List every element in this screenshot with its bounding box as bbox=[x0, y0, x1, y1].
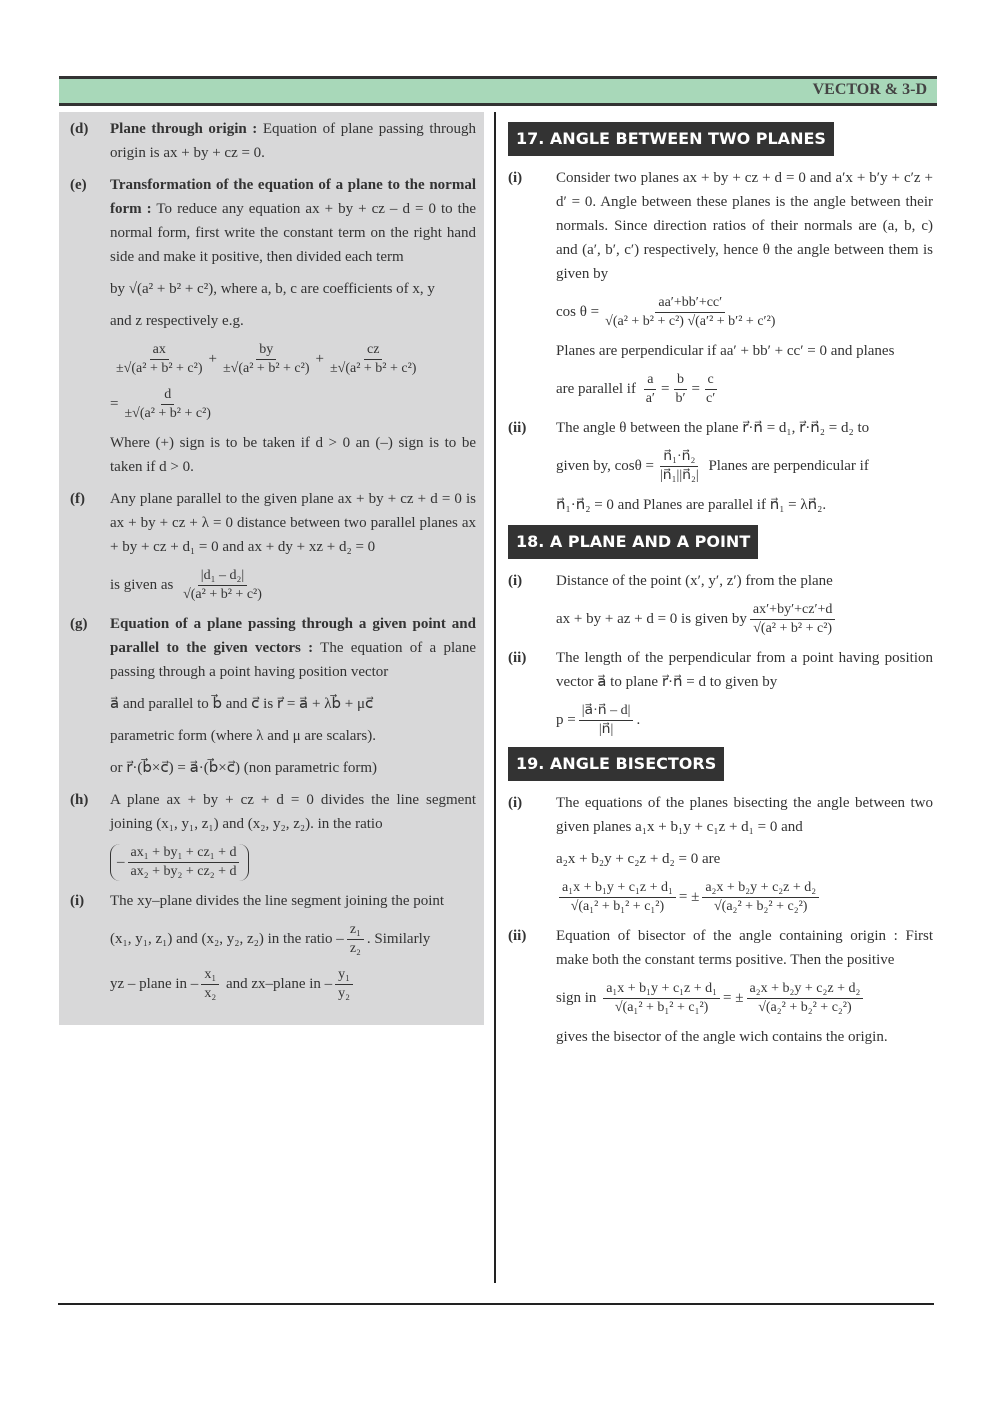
distance-formula bbox=[110, 567, 476, 604]
op: + bbox=[208, 350, 217, 367]
cos-vector-formula bbox=[556, 448, 933, 485]
parentheses bbox=[110, 844, 249, 881]
column-divider bbox=[494, 112, 496, 1283]
num: ax₁ + by₁ + cz₁ + d bbox=[128, 844, 240, 863]
item-text: The equations of the planes bisecting the angle between two given planes a₁x + b₁y + c₁z + d₁ = 0 and bbox=[556, 795, 933, 835]
num: aa′+bb′+cc′ bbox=[655, 294, 725, 313]
den: y₂ bbox=[338, 986, 351, 1001]
op: = bbox=[110, 395, 119, 412]
item-label: (h) bbox=[70, 792, 89, 808]
normal-form-equation bbox=[110, 341, 476, 378]
item-h-text: A plane ax + by + cz + d = 0 divides the line segment joining (x₁, y₁, z₁) and (x₂, y₂, z₂). in the ratio bbox=[110, 792, 476, 832]
section-heading-18: 18. A PLANE AND A POINT bbox=[508, 525, 758, 559]
item-body bbox=[556, 791, 933, 916]
item-heading: Plane through origin : bbox=[110, 121, 258, 137]
den: z₂ bbox=[349, 941, 361, 956]
fraction bbox=[747, 980, 864, 1017]
left-shaded-box bbox=[59, 112, 484, 1025]
fraction bbox=[602, 294, 778, 331]
text: , where a, b, c are coefficients of x, y bbox=[213, 281, 435, 297]
num: z₁ bbox=[347, 921, 364, 940]
fraction bbox=[113, 341, 206, 378]
item-label: (f) bbox=[70, 491, 85, 507]
footer-rule bbox=[58, 1303, 934, 1305]
item-text: The length of the perpendicular from a point having position vector a⃗ to plane r⃗·n⃗ = d to given by bbox=[556, 650, 933, 690]
item-g-text bbox=[110, 612, 476, 684]
item-heading: Equation of a plane passing through a given point and parallel to the given vectors : bbox=[110, 616, 476, 656]
text: (x₁, y₁, z₁) and (x₂, y₂, z₂) in the ratio – bbox=[110, 930, 344, 947]
text: . Similarly bbox=[366, 930, 431, 947]
den: √(a² + b² + c²) √(a′² + b′² + c′²) bbox=[605, 314, 776, 329]
num: x₁ bbox=[201, 966, 219, 985]
s18-item-ii bbox=[508, 646, 933, 739]
s18-item-i bbox=[508, 569, 933, 638]
item-body bbox=[556, 166, 933, 408]
sign-note: Where (+) sign is to be taken if d > 0 an (–) sign is to be taken if d > 0. bbox=[110, 435, 476, 475]
text: ax + by + az + d = 0 is given by bbox=[556, 610, 747, 627]
item-text: Equation of plane passing through origin is ax + by + cz = 0. bbox=[110, 121, 476, 161]
item-e bbox=[67, 173, 476, 479]
fraction bbox=[335, 966, 353, 1003]
num: b bbox=[674, 371, 687, 390]
item-e-text bbox=[110, 173, 476, 269]
fraction bbox=[702, 879, 819, 916]
item-label: (i) bbox=[508, 170, 523, 186]
item-label: (ii) bbox=[508, 650, 527, 666]
den: a′ bbox=[645, 391, 655, 406]
fraction bbox=[347, 921, 364, 958]
item-i-line2 bbox=[110, 921, 476, 958]
op: + bbox=[315, 350, 324, 367]
fraction bbox=[220, 341, 313, 378]
text: are parallel if bbox=[556, 380, 636, 397]
origin-bisector-formula bbox=[556, 980, 933, 1017]
fraction bbox=[603, 980, 720, 1017]
ratio-formula bbox=[110, 844, 476, 881]
right-column bbox=[508, 112, 933, 1057]
point-distance-formula bbox=[556, 601, 933, 638]
header-rule-bottom bbox=[59, 103, 937, 106]
text: parametric form (where λ and μ are scalars). bbox=[110, 728, 377, 744]
op: – bbox=[117, 853, 125, 870]
den: ±√(a² + b² + c²) bbox=[222, 361, 310, 376]
item-e-by bbox=[110, 277, 476, 301]
cos-formula bbox=[556, 294, 933, 331]
text: cos θ = bbox=[556, 303, 600, 320]
math: by √(a² + b² + c²) bbox=[110, 281, 214, 297]
num: d bbox=[161, 386, 174, 405]
text: given by, cosθ = bbox=[556, 457, 654, 474]
item-h bbox=[67, 788, 476, 881]
item-label: (i) bbox=[508, 795, 523, 811]
normal-form-rhs bbox=[110, 386, 476, 423]
num: |d₁ – d₂| bbox=[198, 567, 247, 586]
item-label: (g) bbox=[70, 616, 88, 632]
item-label: (e) bbox=[70, 177, 87, 193]
item-text: Distance of the point (x′, y′, z′) from the plane bbox=[556, 573, 833, 589]
s17-item-ii bbox=[508, 416, 933, 517]
fraction bbox=[327, 341, 420, 378]
op: = bbox=[660, 380, 670, 397]
den: √(a₁² + b₁² + c₁²) bbox=[614, 1000, 709, 1015]
chapter-title: VECTOR & 3-D bbox=[812, 81, 927, 98]
item-text: To reduce any equation ax + by + cz – d = 0 to the normal form, first write the constant term on the right hand side and make it positive, then divided each term bbox=[110, 201, 476, 265]
den: |n⃗| bbox=[598, 722, 614, 737]
item-body bbox=[110, 117, 476, 165]
item-body bbox=[110, 889, 476, 1003]
item-i-text: The xy–plane divides the line segment joining the point bbox=[110, 893, 445, 909]
num: a₂x + b₂y + c₂z + d₂ bbox=[702, 879, 819, 898]
fraction bbox=[180, 567, 265, 604]
num: a₂x + b₂y + c₂z + d₂ bbox=[747, 980, 864, 999]
item-heading: Transformation of the equation of a plane to the normal form : bbox=[110, 177, 476, 217]
item-body bbox=[110, 788, 476, 881]
item-body bbox=[110, 173, 476, 479]
section-heading-19: 19. ANGLE BISECTORS bbox=[508, 747, 724, 781]
item-body bbox=[556, 416, 933, 517]
text: a₂x + b₂y + c₂z + d₂ = 0 are bbox=[556, 851, 721, 867]
item-label: (ii) bbox=[508, 420, 527, 436]
op: = ± bbox=[678, 888, 700, 905]
op: = bbox=[691, 380, 700, 397]
item-text: Equation of bisector of the angle containing origin : First make both the constant terms positive. Then the positive bbox=[556, 928, 933, 968]
num: a₁x + b₁y + c₁z + d₁ bbox=[559, 879, 676, 898]
num: a bbox=[644, 371, 656, 390]
den: |n⃗₁||n⃗₂| bbox=[660, 468, 699, 483]
non-parametric-equation: or r⃗·(b⃗×c⃗) = a⃗·(b⃗×c⃗) (non parametric form) bbox=[110, 760, 378, 776]
den: √(a² + b² + c²) bbox=[183, 587, 262, 602]
num: y₁ bbox=[335, 966, 353, 985]
item-d bbox=[67, 117, 476, 165]
den: ±√(a² + b² + c²) bbox=[116, 361, 203, 376]
item-f bbox=[67, 487, 476, 604]
text: . bbox=[636, 711, 641, 728]
item-i-line3 bbox=[110, 966, 476, 1003]
text: and zx–plane in – bbox=[225, 975, 333, 992]
text: n⃗₁·n⃗₂ = 0 and Planes are parallel if n⃗₁ = λn⃗₂. bbox=[556, 497, 827, 513]
section-heading-17: 17. ANGLE BETWEEN TWO PLANES bbox=[508, 122, 834, 156]
num: by bbox=[256, 341, 276, 360]
item-e-after: and z respectively e.g. bbox=[110, 313, 244, 329]
num: |a⃗·n⃗ – d| bbox=[579, 702, 634, 721]
den: ±√(a² + b² + c²) bbox=[329, 361, 417, 376]
item-body bbox=[556, 924, 933, 1049]
s17-item-i bbox=[508, 166, 933, 408]
item-label: (d) bbox=[70, 121, 89, 137]
fraction bbox=[559, 879, 676, 916]
text: p = bbox=[556, 711, 576, 728]
header-band bbox=[59, 79, 937, 103]
item-label: (ii) bbox=[508, 928, 527, 944]
fraction bbox=[643, 371, 658, 408]
fraction bbox=[703, 371, 718, 408]
text: is given as bbox=[110, 576, 174, 593]
s19-item-ii bbox=[508, 924, 933, 1049]
text: sign in bbox=[556, 989, 597, 1006]
item-i bbox=[67, 889, 476, 1003]
text: Planes are perpendicular if bbox=[708, 457, 869, 474]
item-body bbox=[556, 569, 933, 638]
den: √(a₁² + b₁² + c₁²) bbox=[570, 899, 665, 914]
item-text: Consider two planes ax + by + cz + d = 0 and a′x + b′y + c′z + d′ = 0. Angle between these planes is the angle between their normals. Since direction ratios of their normals are (a, b, c) and (a′, b′, c′) respectively, hence θ the angle between them is given by bbox=[556, 170, 933, 282]
fraction bbox=[201, 966, 219, 1003]
item-body bbox=[556, 646, 933, 739]
item-label: (i) bbox=[508, 573, 523, 589]
item-text: The angle θ between the plane r⃗·n⃗ = d₁, r⃗·n⃗₂ = d₂ to bbox=[556, 420, 870, 436]
item-g bbox=[67, 612, 476, 780]
num: cz bbox=[364, 341, 382, 360]
num: ax bbox=[150, 341, 169, 360]
op: = ± bbox=[723, 989, 744, 1006]
num: c bbox=[705, 371, 717, 390]
den: √(a² + b² + c²) bbox=[753, 621, 833, 636]
den: c′ bbox=[705, 391, 716, 406]
s19-item-i bbox=[508, 791, 933, 916]
den: b′ bbox=[675, 391, 686, 406]
fraction bbox=[579, 702, 634, 739]
fraction bbox=[128, 844, 240, 881]
num: ax′+by′+cz′+d bbox=[750, 601, 836, 620]
den: √(a₂² + b₂² + c₂²) bbox=[714, 899, 808, 914]
fraction bbox=[750, 601, 836, 638]
num: a₁x + b₁y + c₁z + d₁ bbox=[603, 980, 720, 999]
vector-equation: a⃗ and parallel to b⃗ and c⃗ is r⃗ = a⃗ + λb⃗ + μc⃗ bbox=[110, 696, 374, 712]
item-label: (i) bbox=[70, 893, 85, 909]
item-body bbox=[110, 487, 476, 604]
item-f-text: Any plane parallel to the given plane ax + by + cz + d = 0 is ax + by + cz + λ = 0 distance between two parallel planes ax + by + cz + d₁ = 0 and ax + dy + xz + d₂ = 0 bbox=[110, 491, 476, 555]
columns bbox=[0, 112, 992, 1303]
perpendicular-formula bbox=[556, 702, 933, 739]
den: ±√(a² + b² + c²) bbox=[124, 406, 211, 421]
text: Planes are perpendicular if aa′ + bb′ + cc′ = 0 and planes bbox=[556, 343, 895, 359]
den: ax₂ + by₂ + cz₂ + d bbox=[130, 864, 237, 879]
fraction bbox=[657, 448, 702, 485]
parallel-condition bbox=[556, 371, 933, 408]
bisector-formula bbox=[556, 879, 933, 916]
num: n⃗₁·n⃗₂ bbox=[660, 448, 698, 467]
item-text: The equation of a plane passing through a point having position vector bbox=[110, 640, 476, 680]
text: gives the bisector of the angle wich contains the origin. bbox=[556, 1029, 888, 1045]
fraction bbox=[121, 386, 214, 423]
item-body bbox=[110, 612, 476, 780]
fraction bbox=[672, 371, 688, 408]
den: √(a₂² + b₂² + c₂²) bbox=[758, 1000, 852, 1015]
den: x₂ bbox=[204, 986, 217, 1001]
text: yz – plane in – bbox=[110, 975, 199, 992]
